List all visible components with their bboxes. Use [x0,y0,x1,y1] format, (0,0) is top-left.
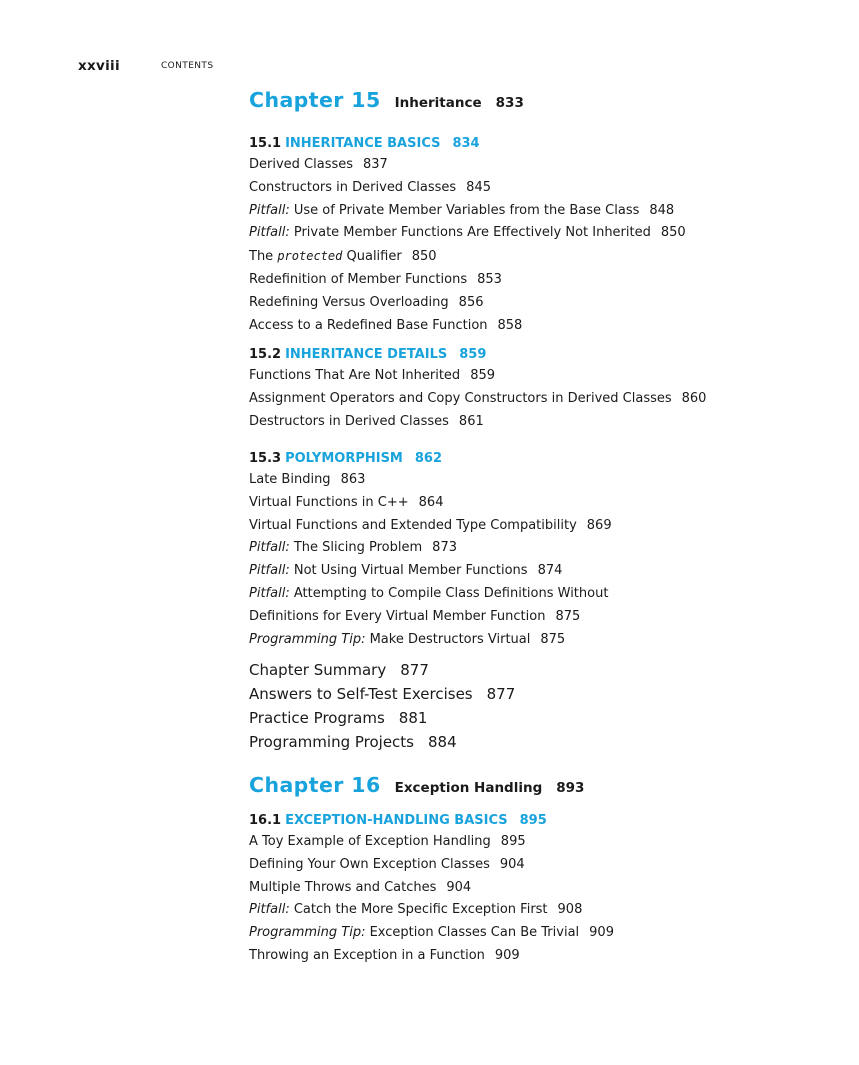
toc-entry[interactable] [249,200,686,223]
toc-entry[interactable] [249,365,706,388]
entry-text: Private Member Functions Are Effectively Not Inherited [293,225,651,241]
entry-page: 853 [477,271,502,287]
section-block [249,449,612,651]
chapter-name: Inheritance [394,95,482,111]
toc-entry[interactable] [249,315,686,338]
entry-prefix: Programming Tip: [249,925,366,941]
entry-prefix: Pitfall: [249,585,290,601]
section-page: 895 [519,813,547,828]
entry-text: Throwing an Exception in a Function [249,947,485,963]
toc-entry[interactable] [249,292,686,315]
entry-text: Constructors in Derived Classes [249,179,457,195]
entry-page: 881 [398,709,428,727]
entry-page: 877 [400,661,429,679]
section-page: 859 [459,347,487,362]
entry-text: Use of Private Member Variables from the Base Class [293,202,640,218]
entry-text: Answers to Self-Test Exercises [249,685,473,703]
entry-page: 908 [557,902,583,918]
chapter-name: Exception Handling [394,780,543,796]
toc-entry[interactable] [249,515,612,538]
toc-entry[interactable] [249,629,612,652]
running-title: CONTENTS [161,61,214,71]
section-block [249,811,614,968]
toc-entry[interactable] [249,222,686,245]
section-title: POLYMORPHISM [285,451,403,466]
entry-page: 848 [649,202,675,218]
chapter-page: 833 [495,95,524,111]
toc-entry[interactable] [249,945,614,968]
section-number: 15.3 [249,451,282,466]
entry-text: Redefining Versus Overloading [249,294,449,310]
section-heading[interactable] [249,345,706,365]
toc-entry[interactable] [249,269,686,292]
entry-prefix: Pitfall: [249,225,290,241]
toc-entry[interactable] [249,831,614,854]
entry-code: protected [277,249,343,264]
toc-entry[interactable] [249,492,612,515]
toc-entry[interactable] [249,606,612,629]
toc-entry[interactable] [249,469,612,492]
end-matter-entry[interactable] [249,682,515,706]
entry-page: 850 [660,225,686,241]
entry-text: Attempting to Compile Class Definitions Without [293,585,609,601]
toc-entry[interactable] [249,177,686,200]
entry-page: 884 [428,733,457,751]
entry-text: Destructors in Derived Classes [249,413,449,429]
section-heading[interactable] [249,811,614,831]
entry-text: Functions That Are Not Inherited [249,368,461,383]
entry-prefix: Pitfall: [249,540,290,556]
entry-text: Late Binding [249,472,331,487]
section-title: EXCEPTION-HANDLING BASICS [285,813,508,828]
entry-text: Redefinition of Member Functions [249,271,468,287]
toc-entry[interactable] [249,922,614,945]
section-title: INHERITANCE BASICS [285,136,441,151]
section-page: 862 [414,451,443,466]
section-heading[interactable] [249,449,612,469]
entry-text: Programming Projects [249,733,414,751]
toc-entry[interactable] [249,388,706,411]
entry-text: Exception Classes Can Be Trivial [369,925,580,941]
entry-page: 877 [486,685,516,703]
chapter-heading[interactable] [249,773,584,797]
entry-page: 875 [540,631,566,647]
toc-entry[interactable] [249,560,612,583]
entry-text: Virtual Functions and Extended Type Compatibility [249,517,577,533]
toc-entry[interactable] [249,899,614,922]
entry-page: 856 [458,294,484,310]
entry-page: 909 [589,925,614,941]
section-page: 834 [452,136,480,151]
entry-text: A Toy Example of Exception Handling [249,834,491,849]
toc-entry[interactable] [249,854,614,877]
entry-text: Assignment Operators and Copy Constructors in Derived Classes [249,390,672,406]
entry-text: Catch the More Specific Exception First [293,902,548,918]
entry-page: 860 [681,390,707,406]
section-title: INHERITANCE DETAILS [285,347,448,362]
entry-text: Access to a Redefined Base Function [249,317,488,333]
toc-entry[interactable] [249,245,686,269]
entry-page: 858 [497,317,523,333]
entry-page: 869 [586,517,612,533]
entry-text: Chapter Summary [249,661,387,679]
entry-page: 861 [458,413,484,429]
entry-text: Practice Programs [249,709,385,727]
toc-entry[interactable] [249,154,686,177]
entry-prefix: Pitfall: [249,563,290,579]
end-matter-entry[interactable] [249,658,515,682]
entry-text: Make Destructors Virtual [369,631,531,647]
toc-entry[interactable] [249,877,614,900]
end-matter-entry[interactable] [249,706,515,730]
entry-page: 845 [466,179,491,195]
entry-page: 875 [555,608,581,624]
entry-text: Multiple Throws and Catches [249,879,437,895]
toc-entry[interactable] [249,537,612,560]
entry-text: Defining Your Own Exception Classes [249,856,490,872]
section-number: 15.1 [249,136,282,151]
entry-page: 873 [432,540,457,556]
entry-page: 904 [499,856,525,872]
chapter-page: 893 [556,780,585,796]
entry-page: 909 [494,947,520,963]
entry-page: 864 [418,494,444,510]
entry-prefix: The [249,249,274,265]
entry-prefix: Pitfall: [249,902,290,918]
section-heading[interactable] [249,134,686,154]
entry-page: 874 [537,563,563,579]
section-block [249,345,706,433]
entry-prefix: Pitfall: [249,202,290,218]
chapter-label: Chapter 16 [249,773,381,797]
entry-page: 904 [446,879,472,895]
entry-page: 859 [470,368,496,383]
toc-entry[interactable] [249,583,612,606]
section-number: 15.2 [249,347,282,362]
entry-text: The Slicing Problem [293,540,423,556]
entry-text: Derived Classes [249,157,354,172]
chapter-end-matter [249,658,515,754]
entry-prefix: Programming Tip: [249,631,366,647]
entry-page: 850 [411,249,437,265]
chapter-heading[interactable] [249,88,524,112]
entry-page: 863 [340,472,366,487]
toc-entry[interactable] [249,411,706,434]
entry-text: Virtual Functions in C++ [249,494,409,510]
end-matter-entry[interactable] [249,730,515,754]
section-block [249,134,686,337]
page-number: xxviii [78,58,120,74]
entry-text: Qualifier [346,249,402,265]
chapter-label: Chapter 15 [249,88,381,112]
section-number: 16.1 [249,813,282,828]
entry-text: Definitions for Every Virtual Member Function [249,608,546,624]
entry-page: 837 [363,157,388,172]
entry-page: 895 [500,834,526,849]
entry-text: Not Using Virtual Member Functions [293,563,528,579]
